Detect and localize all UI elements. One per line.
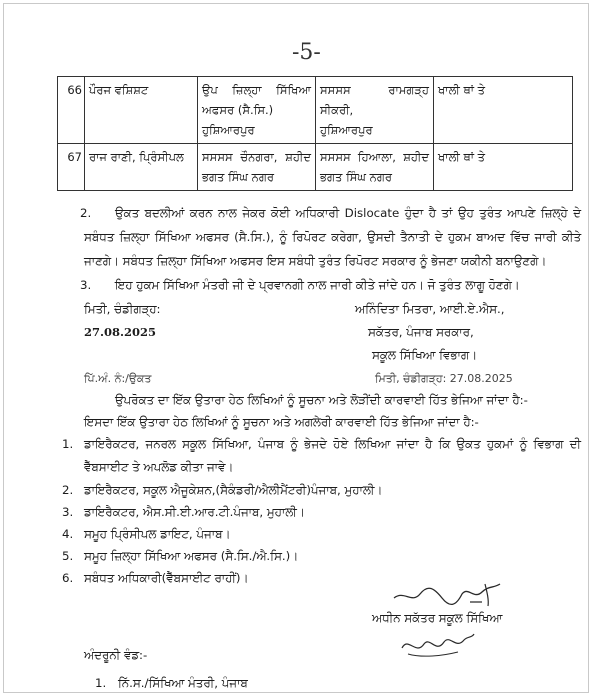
endorsement-number: ਪਿੱ.ਅੰ. ਨੰ:/ਉਕਤ <box>84 372 152 385</box>
page-number: -5- <box>292 40 321 65</box>
para2-line3: ਜਾਣਗੇ। ਸਬੰਧਤ ਜ਼ਿਲ੍ਹਾ ਸਿੱਖਿਆ ਅਫਸਰ ਇਸ ਸਬੰਧੀ ਤੁਰੰਤ ਰਿਪੋਰਟ ਸਰਕਾਰ ਨੂੰ ਭੇਜਣਾ ਯਕੀਨੀ ਬਨਾਉਣਗੇ। <box>84 254 547 268</box>
copy-line-2: ਇਸਦਾ ਇੱਕ ਉਤਾਰਾ ਹੇਠ ਲਿਖਿਆਂ ਨੂੰ ਸੂਚਨਾ ਅਤੇ ਅਗਲੇਰੀ ਕਾਰਵਾਈ ਹਿੱਤ ਭੇਜਿਆ ਜਾਂਦਾ ਹੈ:- <box>84 415 479 429</box>
table-cell-to <box>316 144 434 191</box>
endorsement-date: ਮਿਤੀ, ਚੰਡੀਗੜ੍ਹ: 27.08.2025 <box>375 372 513 385</box>
table-cell-from <box>198 144 316 191</box>
under-secretary: ਅਧੀਨ ਸਕੱਤਰ ਸਕੂਲ ਸਿੱਖਿਆ <box>372 611 503 625</box>
secretary-name: ਅਨਿੰਦਿਤਾ ਮਿਤਰਾ, ਆਈ.ਏ.ਐਸ., <box>355 302 505 316</box>
para2-line2: ਸਬੰਧਤ ਜ਼ਿਲ੍ਹਾ ਸਿੱਖਿਆ ਅਫਸਰ (ਸੈ.ਸਿ.), ਨੂੰ ਰਿਪੋਰਟ ਕਰੇਗਾ, ਉਸਦੀ ਤੈਨਾਤੀ ਦੇ ਹੁਕਮ ਬਾਅਦ ਵਿੱਚ ਜਾਰੀ ਕੀਤੇ <box>84 230 581 244</box>
recipient-number: 3. <box>62 505 74 519</box>
recipient-item: ਸਮੂਹ ਪ੍ਰਿੰਸੀਪਲ ਡਾਇਟ, ਪੰਜਾਬ। <box>84 527 231 541</box>
secretary-department: ਸਕੂਲ ਸਿੱਖਿਆ ਵਿਭਾਗ। <box>372 348 478 362</box>
table-row <box>58 77 573 144</box>
table-cell-from <box>198 77 316 144</box>
para2-line1: ਉਕਤ ਬਦਲੀਆਂ ਕਰਨ ਨਾਲ ਜੇਕਰ ਕੋਈ ਅਧਿਕਾਰੀ Dislocate ਹੁੰਦਾ ਹੈ ਤਾਂ ਉਹ ਤੁਰੰਤ ਆਪਣੇ ਜ਼ਿਲ੍ਹੇ ਦੇ <box>115 206 581 220</box>
para3-text: ਇਹ ਹੁਕਮ ਸਿੱਖਿਆ ਮੰਤਰੀ ਜੀ ਦੇ ਪ੍ਰਵਾਨਗੀ ਨਾਲ ਜਾਰੀ ਕੀਤੇ ਜਾਂਦੇ ਹਨ। ਜੋ ਤੁਰੰਤ ਲਾਗੂ ਹੋਣਗੇ। <box>115 278 520 292</box>
handwritten-signature-bottom <box>398 628 478 662</box>
table-cell-remark: ਖਾਲੀ ਥਾਂ ਤੇ <box>434 77 573 144</box>
secretary-designation: ਸਕੱਤਰ, ਪੰਜਾਬ ਸਰਕਾਰ, <box>368 325 474 339</box>
recipient-item-cont: ਵੈੱਬਸਾਈਟ ਤੇ ਅਪਲੋਡ ਕੀਤਾ ਜਾਵੇ। <box>84 460 234 474</box>
table-cell-sn: 66 <box>58 77 85 144</box>
table-cell-remark: ਖਾਲੀ ਥਾਂ ਤੇ <box>434 144 573 191</box>
cell-line: ਭਗਤ ਸਿੰਘ ਨਗਰ <box>202 170 274 184</box>
recipient-item: ਸਮੂਹ ਜ਼ਿਲ੍ਹਾ ਸਿੱਖਿਆ ਅਫਸਰ (ਸੈ.ਸਿ./ਐ.ਸਿ.)। <box>84 549 299 563</box>
recipient-number: 4. <box>62 527 74 541</box>
table-cell-name: ਰਾਜ ਰਾਣੀ, ਪ੍ਰਿੰਸੀਪਲ <box>85 144 198 191</box>
recipient-item: ਡਾਇਰੈਕਟਰ, ਸਕੂਲ ਐਜੂਕੇਸ਼ਨ,(ਸੈਕੰਡਰੀ/ਐਲੀਮੈਂਟਰੀ)ਪੰਜਾਬ, ਮੁਹਾਲੀ। <box>84 483 383 497</box>
cell-line: ਸਸਸਸ ਰਾਮਗੜ੍ਹ ਸੀਕਰੀ, <box>320 83 429 117</box>
table-cell-sn: 67 <box>58 144 85 191</box>
recipient-item: ਸਬੰਧਤ ਅਧਿਕਾਰੀ(ਵੈੱਬਸਾਈਟ ਰਾਹੀਂ)। <box>84 571 249 585</box>
copy-line-1: ਉਪਰੋਕਤ ਦਾ ਇੱਕ ਉਤਾਰਾ ਹੇਠ ਲਿਖਿਆਂ ਨੂੰ ਸੂਚਨਾ ਅਤੇ ਲੋੜੀਂਦੀ ਕਾਰਵਾਈ ਹਿੱਤ ਭੇਜਿਆ ਜਾਂਦਾ ਹੈ:- <box>115 393 528 407</box>
cell-line: ਹੁਸ਼ਿਆਰਪੁਰ <box>320 123 373 137</box>
internal-distribution: ਅੰਦਰੂਨੀ ਵੰਡ:- <box>84 648 148 662</box>
internal-item-number: 1. <box>95 676 107 690</box>
table-cell-to <box>316 77 434 144</box>
recipient-number: 6. <box>62 571 74 585</box>
para2-number: 2. <box>80 206 92 220</box>
table-cell-name: ਪੌਰਜ ਵਸ਼ਿਸ਼ਟ <box>85 77 198 144</box>
handwritten-signature-top <box>390 580 510 612</box>
cell-line: ਭਗਤ ਸਿੰਘ ਨਗਰ <box>320 170 392 184</box>
cell-line: ਅਫਸਰ (ਸੈ.ਸਿ.) <box>202 103 274 117</box>
recipient-number: 2. <box>62 483 74 497</box>
recipient-item: ਡਾਇਰੈਕਟਰ, ਜਨਰਲ ਸਕੂਲ ਸਿੱਖਿਆ, ਪੰਜਾਬ ਨੂੰ ਭੇਜਦੇ ਹੋਏ ਲਿਖਿਆ ਜਾਂਦਾ ਹੈ ਕਿ ਉਕਤ ਹੁਕਮਾਂ ਨੂੰ ਵਿਭਾਗ ਦੀ <box>84 437 581 451</box>
cell-line: ਸਸਸਸ ਚੌਨਗਰਾ, ਸ਼ਹੀਦ <box>202 150 311 164</box>
recipient-item: ਡਾਇਰੈਕਟਰ, ਐਸ.ਸੀ.ਈ.ਆਰ.ਟੀ.ਪੰਜਾਬ, ਮੁਹਾਲੀ। <box>84 505 305 519</box>
recipient-number: 1. <box>62 437 74 451</box>
order-date: 27.08.2025 <box>84 325 157 339</box>
cell-line: ਸਸਸਸ ਹਿਆਲਾ, ਸ਼ਹੀਦ <box>320 150 429 164</box>
transfer-table <box>57 76 573 191</box>
table-row <box>58 144 573 191</box>
dated-place: ਮਿਤੀ, ਚੰਡੀਗੜ੍ਹ: <box>84 302 161 316</box>
cell-line: ਉਪ ਜ਼ਿਲ੍ਹਾ ਸਿੱਖਿਆ <box>202 83 311 97</box>
recipient-number: 5. <box>62 549 74 563</box>
internal-item: ਨਿੱ.ਸ./ਸਿੱਖਿਆ ਮੰਤਰੀ, ਪੰਜਾਬ <box>118 676 248 690</box>
para3-number: 3. <box>80 278 92 292</box>
cell-line: ਹੁਸ਼ਿਆਰਪੁਰ <box>202 123 255 137</box>
